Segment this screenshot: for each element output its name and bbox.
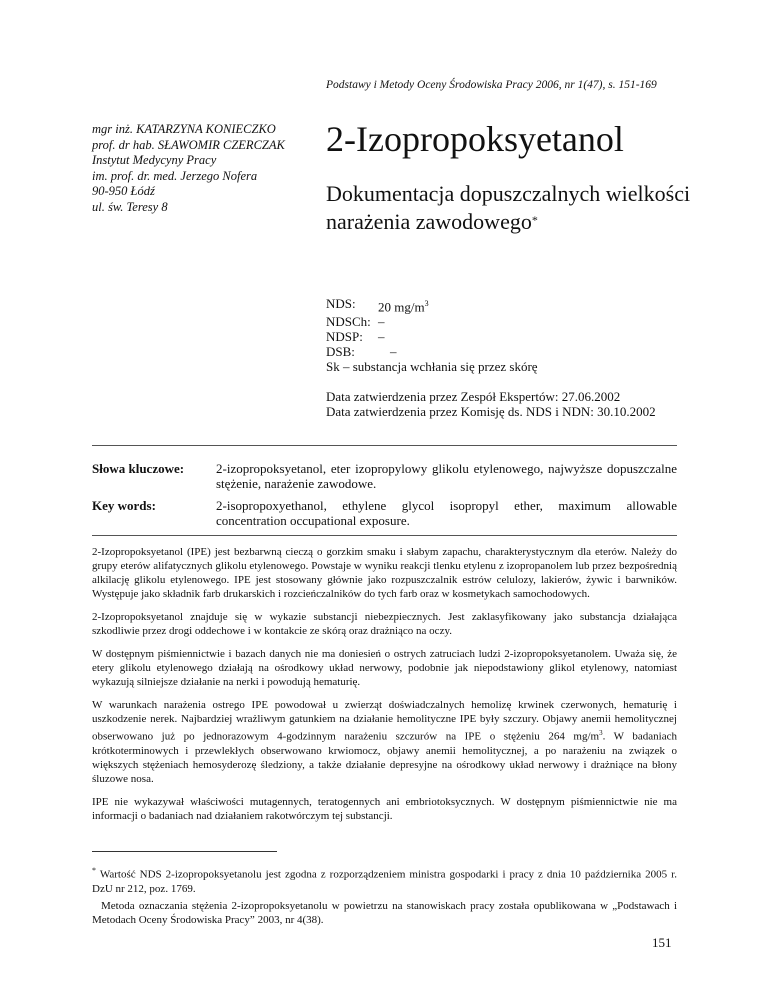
author-line: prof. dr hab. SŁAWOMIR CZERCZAK bbox=[92, 137, 285, 152]
institution-line: im. prof. dr. med. Jerzego Nofera bbox=[92, 168, 258, 183]
footnote-text: Wartość NDS 2-izopropoksyetanolu jest zgodna z rozporządzeniem ministra gospodarki i pracy z dnia 10 października 2005 r. DzU nr 212, poz. 1769. bbox=[92, 868, 677, 895]
footnote-mark: * bbox=[92, 866, 96, 875]
journal-reference: Podstawy i Metody Oceny Środowiska Pracy 2006, nr 1(47), s. 151-169 bbox=[326, 79, 657, 91]
ndsch-label: NDSCh: bbox=[326, 314, 371, 330]
institution-line: Instytut Medycyny Pracy bbox=[92, 153, 217, 167]
footnote-separator bbox=[92, 851, 277, 852]
dsb-value: – bbox=[390, 344, 397, 360]
dsb-label: DSB: bbox=[326, 344, 355, 360]
footnote bbox=[92, 864, 677, 896]
abstract-paragraph: 2-Izopropoksyetanol (IPE) jest bezbarwną cieczą o gorzkim smaku i słabym zapachu, charakterystycznym dla eterów. Należy do grupy eterów alifatycznych glikolu etylenowego. Powstaje w wyniku reakcji tlenku etylenu z izopropanolem lub przez bezpośrednią alkilację glikolu etylenowego. IPE jest stosowany głównie jako rozpuszczalnik estrów celulozy, lakierów, żywic i barwników. Występuje jako składnik farb drukarskich i rozcieńczalników do tych farb oraz w kosmetykach samochodowych. bbox=[92, 546, 677, 600]
abstract bbox=[92, 545, 677, 832]
page-title: 2-Izopropoksyetanol bbox=[326, 119, 624, 159]
abstract-paragraph: W warunkach narażenia ostrego IPE powodował u zwierząt doświadczalnych hemolizę krwinek czerwonych, hematurię i uszkodzenie nerek. Najbardziej wrażliwym gatunkiem na działanie hemolityczne IPE były szczury. Objawy anemii hemolitycznej obserwowano już po jednorazowym 4-godzinnym narażeniu szczurów na IPE o stężeniu 264 $mg/m^3$. W badaniach krótkoterminowych i przewlekłych obserwowano krwiomocz, objawy anemii hemolitycznej, a po narażeniu na związek o większych stężeniach hemosyderozę śledziony, a także działanie depresyjne na ośrodkowy układ nerwowy i drażniące na błony śluzowe nosa. bbox=[92, 699, 677, 785]
page-number: 151 bbox=[652, 935, 672, 950]
author-affiliation-block bbox=[92, 122, 302, 215]
ndsch-row bbox=[326, 314, 538, 329]
ndsp-label: NDSP: bbox=[326, 329, 363, 345]
keywords-pl-label: Słowa kluczowe: bbox=[92, 461, 185, 476]
keywords-en-label: Key words: bbox=[92, 498, 156, 513]
abstract-paragraph: 2-Izopropoksyetanol znajduje się w wykazie substancji niebezpiecznych. Jest zaklasyfikowany jako substancja działająca szkodliwie przez drogi oddechowe i w kontakcie ze skórą oraz drażniąco na oczy. bbox=[92, 611, 677, 637]
dsb-row bbox=[326, 344, 538, 359]
approval-date-commission: Data zatwierdzenia przez Komisję ds. NDS i NDN: 30.10.2002 bbox=[326, 404, 656, 419]
nds-label: NDS: bbox=[326, 296, 356, 311]
abstract-paragraph: IPE nie wykazywał właściwości mutagennych, teratogennych ani embriotoksycznych. W dostępnym piśmiennictwie nie ma informacji o badaniach nad działaniem rakotwórczym tej substancji. bbox=[92, 795, 677, 822]
approval-date-experts: Data zatwierdzenia przez Zespół Ekspertów: 27.06.2002 bbox=[326, 389, 621, 404]
keywords-pl bbox=[92, 461, 677, 491]
nds-row bbox=[326, 296, 538, 314]
keywords-en-text: 2-isopropoxyethanol, ethylene glycol isopropyl ether, maximum allowable concentration occupational exposure. bbox=[216, 498, 677, 528]
ndsp-value: – bbox=[378, 329, 385, 345]
author-line: mgr inż. KATARZYNA KONIECZKO bbox=[92, 122, 276, 136]
abstract-paragraph: W dostępnym piśmiennictwie i bazach danych nie ma doniesień o ostrych zatruciach ludzi 2-izopropoksyetanolem. Uważa się, że etery glikolu etylenowego działają na ośrodkowy układ nerwowy, podobnie jak niepodstawiony glikol etylenowy, natomiast wykazują silniejsze działanie na nerki i powodują hematurię. bbox=[92, 648, 677, 688]
divider bbox=[92, 535, 677, 536]
exposure-limits-block bbox=[326, 296, 538, 374]
ndsch-value: – bbox=[378, 314, 385, 330]
approval-dates bbox=[326, 389, 656, 419]
keywords-pl-text: 2-izopropoksyetanol, eter izopropylowy glikolu etylenowego, najwyższe dopuszczalne stężenie, narażenie zawodowe. bbox=[216, 461, 677, 491]
method-note: Metoda oznaczania stężenia 2-izopropoksyetanolu w powietrzu na stanowiskach pracy została opublikowana w „Podstawach i Metodach Oceny Środowiska Pracy” 2003, nr 4(38). bbox=[92, 900, 677, 926]
subtitle-text: Dokumentacja dopuszczalnych wielkości narażenia zawodowego bbox=[326, 181, 691, 234]
nds-value: 20 $mg/m^3$ bbox=[378, 299, 429, 315]
sk-row: Sk – substancja wchłania się przez skórę bbox=[326, 359, 538, 375]
ndsp-row bbox=[326, 329, 538, 344]
divider bbox=[92, 445, 677, 446]
keywords-en bbox=[92, 498, 677, 528]
footnote-mark: * bbox=[531, 213, 538, 227]
address-line: 90-950 Łódź bbox=[92, 184, 155, 198]
address-line: ul. św. Teresy 8 bbox=[92, 199, 168, 214]
page-subtitle bbox=[326, 180, 726, 236]
